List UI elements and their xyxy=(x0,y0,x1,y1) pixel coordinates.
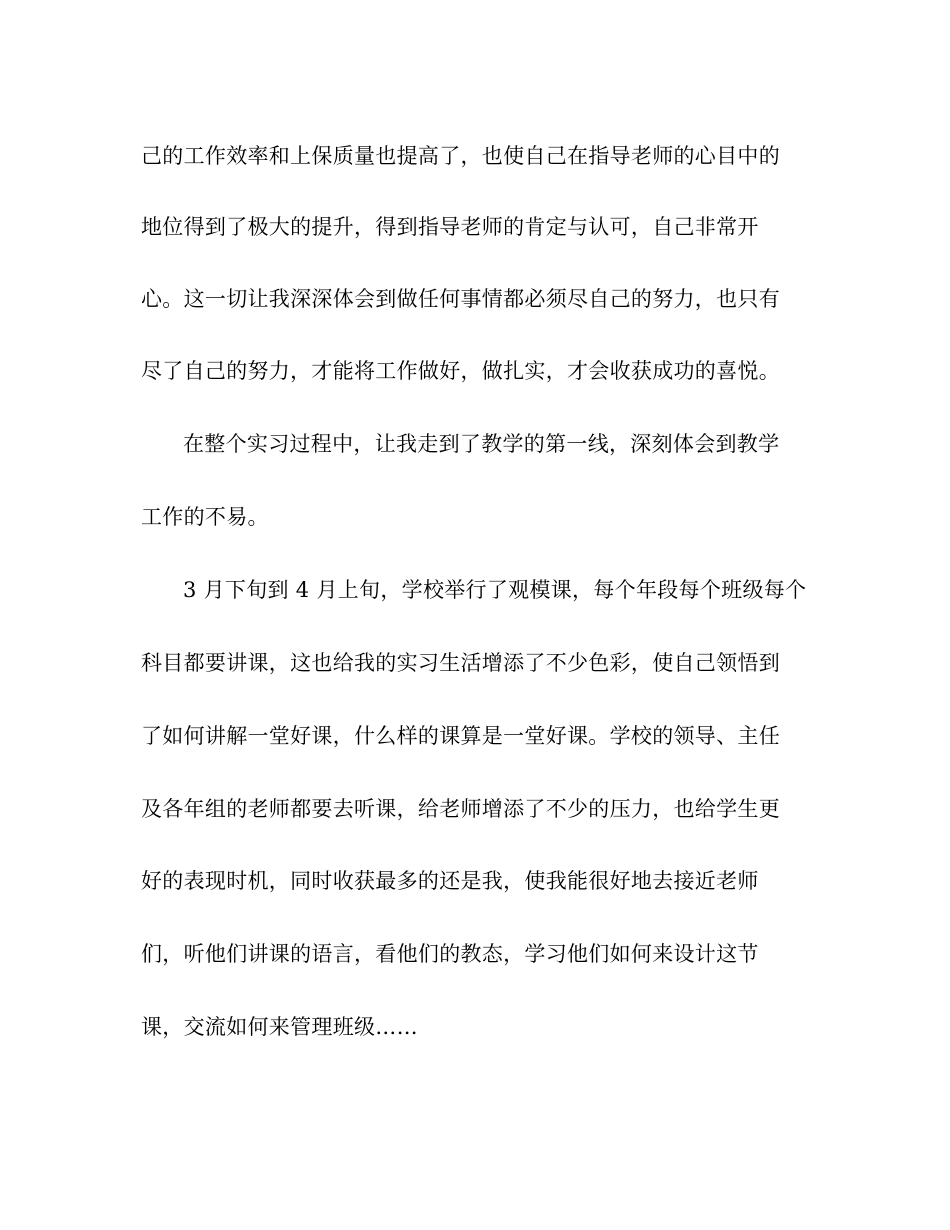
text-line-7: 3 月下旬到 4 月上旬，学校举行了观模课，每个年段每个班级每个 xyxy=(183,578,807,602)
text-line-6: 工作的不易。 xyxy=(141,505,269,529)
text-line-11: 好的表现时机，同时收获最多的还是我，使我能很好地去接近老师 xyxy=(141,869,759,893)
text-line-4: 尽了自己的努力，才能将工作做好，做扎实，才会收获成功的喜悦。 xyxy=(141,359,780,383)
text-line-8: 科目都要讲课，这也给我的实习生活增添了不少色彩，使自己领悟到 xyxy=(141,651,780,675)
text-line-9: 了如何讲解一堂好课，什么样的课算是一堂好课。学校的领导、主任 xyxy=(141,724,780,748)
text-line-3: 心。这一切让我深深体会到做任何事情都必须尽自己的努力，也只有 xyxy=(141,287,780,311)
text-line-10: 及各年组的老师都要去听课，给老师增添了不少的压力，也给学生更 xyxy=(141,797,780,821)
text-line-5: 在整个实习过程中，让我走到了教学的第一线，深刻体会到教学 xyxy=(183,432,780,456)
text-line-13: 课，交流如何来管理班级…… xyxy=(141,1015,418,1039)
text-line-12: 们，听他们讲课的语言，看他们的教态，学习他们如何来设计这节 xyxy=(141,942,759,966)
text-line-1: 己的工作效率和上保质量也提高了，也使自己在指导老师的心目中的 xyxy=(141,144,780,168)
text-line-2: 地位得到了极大的提升，得到指导老师的肯定与认可，自己非常开 xyxy=(141,215,759,239)
